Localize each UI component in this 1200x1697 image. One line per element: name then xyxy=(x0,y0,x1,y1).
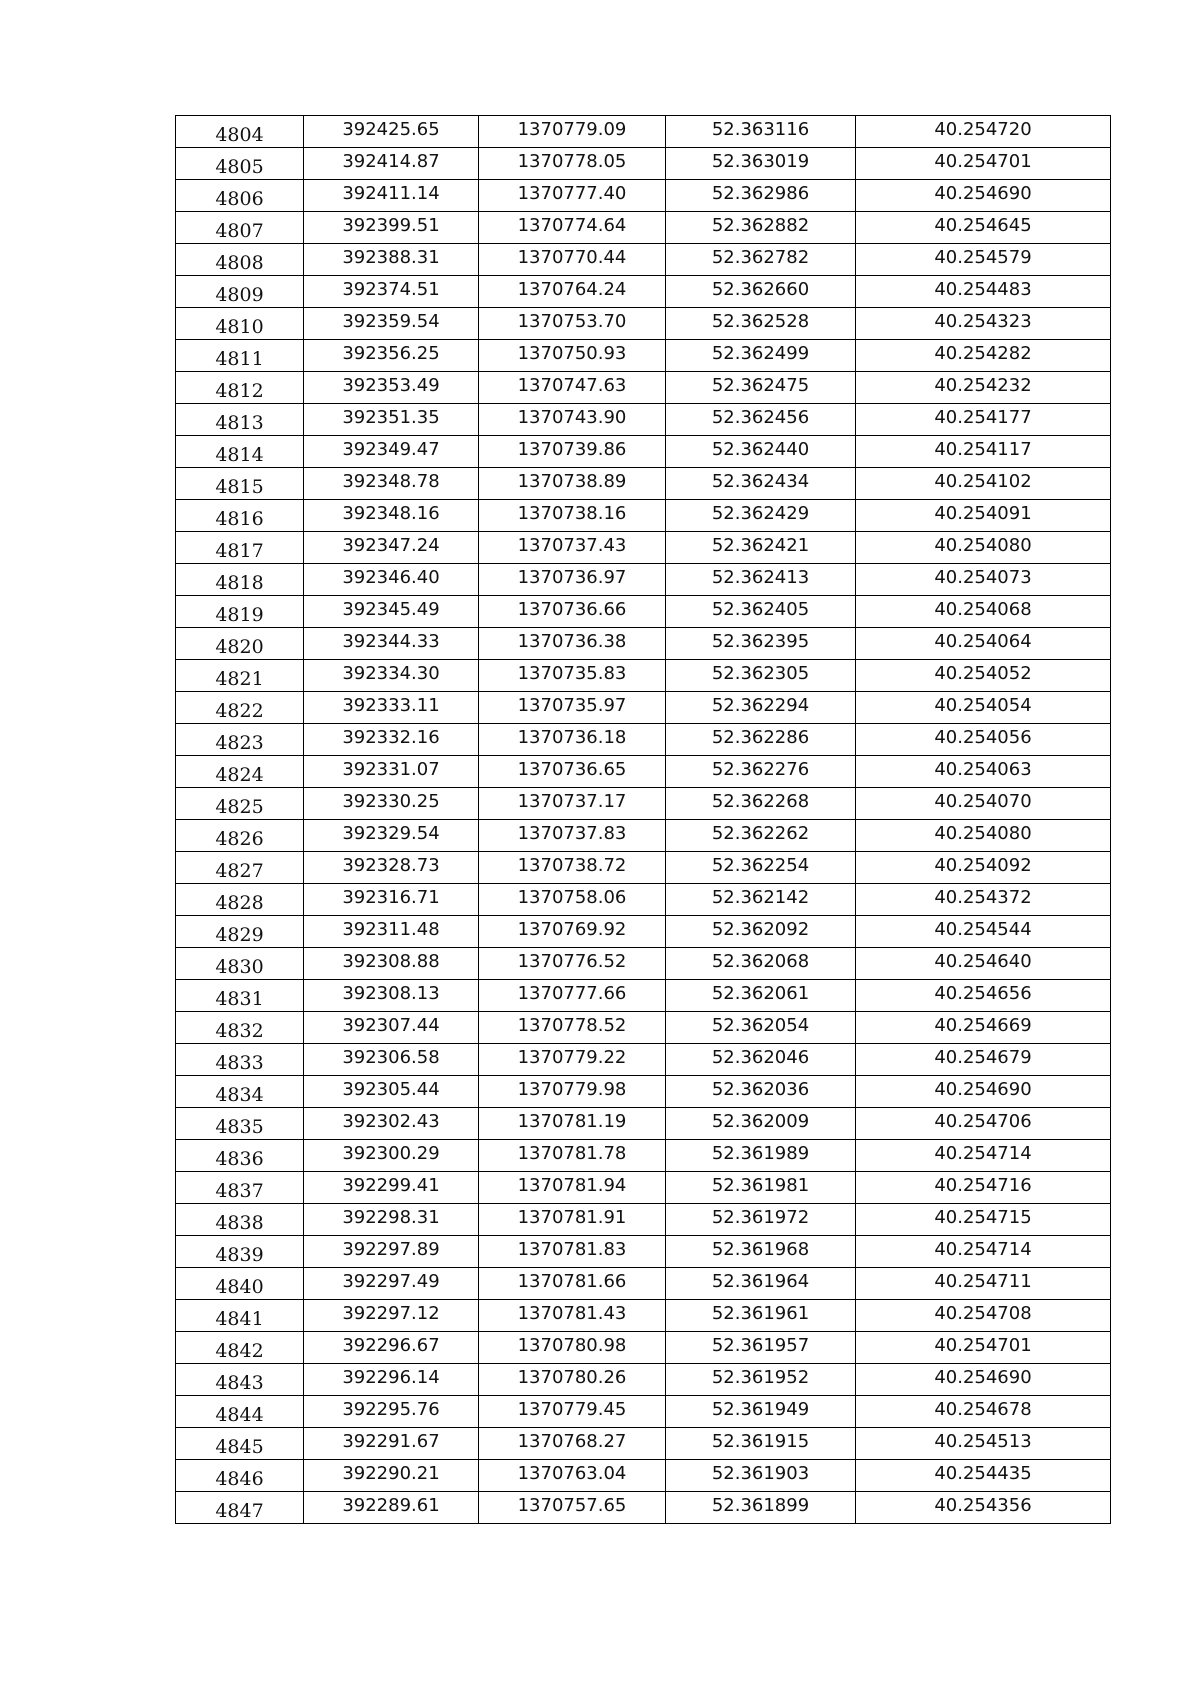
latitude-cell: 52.362268 xyxy=(666,788,856,820)
point-number-cell: 4811 xyxy=(176,340,304,372)
latitude-cell: 52.362421 xyxy=(666,532,856,564)
table-row xyxy=(176,468,1111,500)
table-row xyxy=(176,756,1111,788)
point-number-cell: 4828 xyxy=(176,884,304,916)
point-number-cell: 4841 xyxy=(176,1300,304,1332)
point-number-cell: 4825 xyxy=(176,788,304,820)
x-coordinate-cell: 392348.16 xyxy=(304,500,479,532)
x-coordinate-cell: 392307.44 xyxy=(304,1012,479,1044)
point-number-cell: 4807 xyxy=(176,212,304,244)
x-coordinate-cell: 392359.54 xyxy=(304,308,479,340)
latitude-cell: 52.362054 xyxy=(666,1012,856,1044)
latitude-cell: 52.361903 xyxy=(666,1460,856,1492)
latitude-cell: 52.361899 xyxy=(666,1492,856,1524)
table-row xyxy=(176,1460,1111,1492)
point-number-cell: 4816 xyxy=(176,500,304,532)
table-row xyxy=(176,1108,1111,1140)
x-coordinate-cell: 392349.47 xyxy=(304,436,479,468)
latitude-cell: 52.362294 xyxy=(666,692,856,724)
longitude-cell: 40.254483 xyxy=(856,276,1111,308)
table-row xyxy=(176,1492,1111,1524)
table-row xyxy=(176,1204,1111,1236)
y-coordinate-cell: 1370781.83 xyxy=(479,1236,666,1268)
longitude-cell: 40.254063 xyxy=(856,756,1111,788)
longitude-cell: 40.254715 xyxy=(856,1204,1111,1236)
y-coordinate-cell: 1370779.98 xyxy=(479,1076,666,1108)
latitude-cell: 52.362405 xyxy=(666,596,856,628)
x-coordinate-cell: 392296.14 xyxy=(304,1364,479,1396)
latitude-cell: 52.362440 xyxy=(666,436,856,468)
latitude-cell: 52.362262 xyxy=(666,820,856,852)
latitude-cell: 52.361981 xyxy=(666,1172,856,1204)
point-number-cell: 4814 xyxy=(176,436,304,468)
longitude-cell: 40.254679 xyxy=(856,1044,1111,1076)
y-coordinate-cell: 1370753.70 xyxy=(479,308,666,340)
point-number-cell: 4834 xyxy=(176,1076,304,1108)
latitude-cell: 52.361989 xyxy=(666,1140,856,1172)
latitude-cell: 52.362429 xyxy=(666,500,856,532)
y-coordinate-cell: 1370735.97 xyxy=(479,692,666,724)
latitude-cell: 52.362068 xyxy=(666,948,856,980)
table-row xyxy=(176,1332,1111,1364)
latitude-cell: 52.362276 xyxy=(666,756,856,788)
latitude-cell: 52.362092 xyxy=(666,916,856,948)
latitude-cell: 52.362395 xyxy=(666,628,856,660)
longitude-cell: 40.254073 xyxy=(856,564,1111,596)
latitude-cell: 52.361961 xyxy=(666,1300,856,1332)
point-number-cell: 4823 xyxy=(176,724,304,756)
y-coordinate-cell: 1370774.64 xyxy=(479,212,666,244)
x-coordinate-cell: 392351.35 xyxy=(304,404,479,436)
y-coordinate-cell: 1370764.24 xyxy=(479,276,666,308)
y-coordinate-cell: 1370781.43 xyxy=(479,1300,666,1332)
point-number-cell: 4847 xyxy=(176,1492,304,1524)
longitude-cell: 40.254232 xyxy=(856,372,1111,404)
y-coordinate-cell: 1370738.16 xyxy=(479,500,666,532)
y-coordinate-cell: 1370757.65 xyxy=(479,1492,666,1524)
point-number-cell: 4808 xyxy=(176,244,304,276)
x-coordinate-cell: 392297.49 xyxy=(304,1268,479,1300)
point-number-cell: 4831 xyxy=(176,980,304,1012)
longitude-cell: 40.254678 xyxy=(856,1396,1111,1428)
longitude-cell: 40.254708 xyxy=(856,1300,1111,1332)
longitude-cell: 40.254372 xyxy=(856,884,1111,916)
latitude-cell: 52.362528 xyxy=(666,308,856,340)
table-row xyxy=(176,564,1111,596)
y-coordinate-cell: 1370777.66 xyxy=(479,980,666,1012)
point-number-cell: 4812 xyxy=(176,372,304,404)
table-row xyxy=(176,596,1111,628)
table-row xyxy=(176,244,1111,276)
x-coordinate-cell: 392332.16 xyxy=(304,724,479,756)
point-number-cell: 4838 xyxy=(176,1204,304,1236)
table-row xyxy=(176,1396,1111,1428)
longitude-cell: 40.254656 xyxy=(856,980,1111,1012)
table-row xyxy=(176,1236,1111,1268)
x-coordinate-cell: 392348.78 xyxy=(304,468,479,500)
latitude-cell: 52.362305 xyxy=(666,660,856,692)
table-row xyxy=(176,180,1111,212)
x-coordinate-cell: 392302.43 xyxy=(304,1108,479,1140)
x-coordinate-cell: 392330.25 xyxy=(304,788,479,820)
longitude-cell: 40.254052 xyxy=(856,660,1111,692)
longitude-cell: 40.254711 xyxy=(856,1268,1111,1300)
longitude-cell: 40.254645 xyxy=(856,212,1111,244)
longitude-cell: 40.254117 xyxy=(856,436,1111,468)
y-coordinate-cell: 1370763.04 xyxy=(479,1460,666,1492)
table-row xyxy=(176,532,1111,564)
x-coordinate-cell: 392411.14 xyxy=(304,180,479,212)
x-coordinate-cell: 392346.40 xyxy=(304,564,479,596)
y-coordinate-cell: 1370738.89 xyxy=(479,468,666,500)
point-number-cell: 4837 xyxy=(176,1172,304,1204)
latitude-cell: 52.362499 xyxy=(666,340,856,372)
point-number-cell: 4817 xyxy=(176,532,304,564)
longitude-cell: 40.254716 xyxy=(856,1172,1111,1204)
longitude-cell: 40.254513 xyxy=(856,1428,1111,1460)
point-number-cell: 4846 xyxy=(176,1460,304,1492)
latitude-cell: 52.361964 xyxy=(666,1268,856,1300)
table-row xyxy=(176,308,1111,340)
y-coordinate-cell: 1370743.90 xyxy=(479,404,666,436)
table-row xyxy=(176,276,1111,308)
x-coordinate-cell: 392334.30 xyxy=(304,660,479,692)
y-coordinate-cell: 1370736.18 xyxy=(479,724,666,756)
latitude-cell: 52.361972 xyxy=(666,1204,856,1236)
x-coordinate-cell: 392299.41 xyxy=(304,1172,479,1204)
table-row xyxy=(176,1300,1111,1332)
longitude-cell: 40.254102 xyxy=(856,468,1111,500)
x-coordinate-cell: 392311.48 xyxy=(304,916,479,948)
table-row xyxy=(176,148,1111,180)
longitude-cell: 40.254080 xyxy=(856,532,1111,564)
x-coordinate-cell: 392329.54 xyxy=(304,820,479,852)
table-row xyxy=(176,436,1111,468)
longitude-cell: 40.254056 xyxy=(856,724,1111,756)
point-number-cell: 4835 xyxy=(176,1108,304,1140)
point-number-cell: 4827 xyxy=(176,852,304,884)
y-coordinate-cell: 1370776.52 xyxy=(479,948,666,980)
y-coordinate-cell: 1370739.86 xyxy=(479,436,666,468)
y-coordinate-cell: 1370781.78 xyxy=(479,1140,666,1172)
coordinates-table-body xyxy=(176,116,1111,1524)
table-row xyxy=(176,1172,1111,1204)
point-number-cell: 4819 xyxy=(176,596,304,628)
table-row xyxy=(176,980,1111,1012)
point-number-cell: 4833 xyxy=(176,1044,304,1076)
y-coordinate-cell: 1370780.98 xyxy=(479,1332,666,1364)
latitude-cell: 52.362061 xyxy=(666,980,856,1012)
y-coordinate-cell: 1370769.92 xyxy=(479,916,666,948)
table-row xyxy=(176,1044,1111,1076)
table-row xyxy=(176,1012,1111,1044)
latitude-cell: 52.362475 xyxy=(666,372,856,404)
longitude-cell: 40.254720 xyxy=(856,116,1111,148)
x-coordinate-cell: 392399.51 xyxy=(304,212,479,244)
latitude-cell: 52.361957 xyxy=(666,1332,856,1364)
longitude-cell: 40.254544 xyxy=(856,916,1111,948)
x-coordinate-cell: 392297.12 xyxy=(304,1300,479,1332)
x-coordinate-cell: 392300.29 xyxy=(304,1140,479,1172)
x-coordinate-cell: 392297.89 xyxy=(304,1236,479,1268)
y-coordinate-cell: 1370737.83 xyxy=(479,820,666,852)
y-coordinate-cell: 1370777.40 xyxy=(479,180,666,212)
y-coordinate-cell: 1370736.66 xyxy=(479,596,666,628)
point-number-cell: 4809 xyxy=(176,276,304,308)
table-row xyxy=(176,916,1111,948)
latitude-cell: 52.362882 xyxy=(666,212,856,244)
coordinates-table xyxy=(175,115,1111,1524)
y-coordinate-cell: 1370781.19 xyxy=(479,1108,666,1140)
x-coordinate-cell: 392356.25 xyxy=(304,340,479,372)
point-number-cell: 4806 xyxy=(176,180,304,212)
table-row xyxy=(176,852,1111,884)
y-coordinate-cell: 1370778.05 xyxy=(479,148,666,180)
longitude-cell: 40.254356 xyxy=(856,1492,1111,1524)
longitude-cell: 40.254714 xyxy=(856,1140,1111,1172)
table-row xyxy=(176,212,1111,244)
table-row xyxy=(176,372,1111,404)
x-coordinate-cell: 392308.88 xyxy=(304,948,479,980)
latitude-cell: 52.362413 xyxy=(666,564,856,596)
longitude-cell: 40.254092 xyxy=(856,852,1111,884)
point-number-cell: 4840 xyxy=(176,1268,304,1300)
point-number-cell: 4804 xyxy=(176,116,304,148)
longitude-cell: 40.254068 xyxy=(856,596,1111,628)
table-row xyxy=(176,628,1111,660)
x-coordinate-cell: 392291.67 xyxy=(304,1428,479,1460)
latitude-cell: 52.361968 xyxy=(666,1236,856,1268)
x-coordinate-cell: 392295.76 xyxy=(304,1396,479,1428)
longitude-cell: 40.254054 xyxy=(856,692,1111,724)
table-row xyxy=(176,340,1111,372)
y-coordinate-cell: 1370779.22 xyxy=(479,1044,666,1076)
x-coordinate-cell: 392344.33 xyxy=(304,628,479,660)
point-number-cell: 4832 xyxy=(176,1012,304,1044)
point-number-cell: 4836 xyxy=(176,1140,304,1172)
y-coordinate-cell: 1370736.38 xyxy=(479,628,666,660)
longitude-cell: 40.254714 xyxy=(856,1236,1111,1268)
latitude-cell: 52.362142 xyxy=(666,884,856,916)
y-coordinate-cell: 1370736.65 xyxy=(479,756,666,788)
latitude-cell: 52.362009 xyxy=(666,1108,856,1140)
latitude-cell: 52.362046 xyxy=(666,1044,856,1076)
y-coordinate-cell: 1370781.91 xyxy=(479,1204,666,1236)
table-row xyxy=(176,404,1111,436)
x-coordinate-cell: 392316.71 xyxy=(304,884,479,916)
table-row xyxy=(176,660,1111,692)
y-coordinate-cell: 1370770.44 xyxy=(479,244,666,276)
point-number-cell: 4822 xyxy=(176,692,304,724)
point-number-cell: 4844 xyxy=(176,1396,304,1428)
x-coordinate-cell: 392296.67 xyxy=(304,1332,479,1364)
longitude-cell: 40.254177 xyxy=(856,404,1111,436)
longitude-cell: 40.254435 xyxy=(856,1460,1111,1492)
latitude-cell: 52.361915 xyxy=(666,1428,856,1460)
y-coordinate-cell: 1370779.45 xyxy=(479,1396,666,1428)
x-coordinate-cell: 392306.58 xyxy=(304,1044,479,1076)
x-coordinate-cell: 392308.13 xyxy=(304,980,479,1012)
longitude-cell: 40.254323 xyxy=(856,308,1111,340)
point-number-cell: 4842 xyxy=(176,1332,304,1364)
table-row xyxy=(176,948,1111,980)
point-number-cell: 4829 xyxy=(176,916,304,948)
point-number-cell: 4813 xyxy=(176,404,304,436)
point-number-cell: 4830 xyxy=(176,948,304,980)
y-coordinate-cell: 1370780.26 xyxy=(479,1364,666,1396)
longitude-cell: 40.254690 xyxy=(856,1364,1111,1396)
point-number-cell: 4805 xyxy=(176,148,304,180)
y-coordinate-cell: 1370738.72 xyxy=(479,852,666,884)
x-coordinate-cell: 392388.31 xyxy=(304,244,479,276)
latitude-cell: 52.362456 xyxy=(666,404,856,436)
longitude-cell: 40.254669 xyxy=(856,1012,1111,1044)
point-number-cell: 4824 xyxy=(176,756,304,788)
latitude-cell: 52.363116 xyxy=(666,116,856,148)
y-coordinate-cell: 1370735.83 xyxy=(479,660,666,692)
x-coordinate-cell: 392305.44 xyxy=(304,1076,479,1108)
table-row xyxy=(176,692,1111,724)
point-number-cell: 4826 xyxy=(176,820,304,852)
longitude-cell: 40.254701 xyxy=(856,1332,1111,1364)
point-number-cell: 4810 xyxy=(176,308,304,340)
longitude-cell: 40.254282 xyxy=(856,340,1111,372)
table-row xyxy=(176,500,1111,532)
x-coordinate-cell: 392425.65 xyxy=(304,116,479,148)
longitude-cell: 40.254091 xyxy=(856,500,1111,532)
y-coordinate-cell: 1370736.97 xyxy=(479,564,666,596)
latitude-cell: 52.362986 xyxy=(666,180,856,212)
y-coordinate-cell: 1370747.63 xyxy=(479,372,666,404)
x-coordinate-cell: 392333.11 xyxy=(304,692,479,724)
y-coordinate-cell: 1370750.93 xyxy=(479,340,666,372)
y-coordinate-cell: 1370781.94 xyxy=(479,1172,666,1204)
latitude-cell: 52.362434 xyxy=(666,468,856,500)
point-number-cell: 4815 xyxy=(176,468,304,500)
y-coordinate-cell: 1370737.43 xyxy=(479,532,666,564)
longitude-cell: 40.254579 xyxy=(856,244,1111,276)
x-coordinate-cell: 392331.07 xyxy=(304,756,479,788)
y-coordinate-cell: 1370737.17 xyxy=(479,788,666,820)
longitude-cell: 40.254706 xyxy=(856,1108,1111,1140)
y-coordinate-cell: 1370768.27 xyxy=(479,1428,666,1460)
x-coordinate-cell: 392414.87 xyxy=(304,148,479,180)
latitude-cell: 52.362782 xyxy=(666,244,856,276)
y-coordinate-cell: 1370781.66 xyxy=(479,1268,666,1300)
x-coordinate-cell: 392345.49 xyxy=(304,596,479,628)
longitude-cell: 40.254690 xyxy=(856,1076,1111,1108)
latitude-cell: 52.361952 xyxy=(666,1364,856,1396)
x-coordinate-cell: 392374.51 xyxy=(304,276,479,308)
latitude-cell: 52.361949 xyxy=(666,1396,856,1428)
table-row xyxy=(176,788,1111,820)
longitude-cell: 40.254690 xyxy=(856,180,1111,212)
table-row xyxy=(176,1076,1111,1108)
latitude-cell: 52.362286 xyxy=(666,724,856,756)
x-coordinate-cell: 392353.49 xyxy=(304,372,479,404)
point-number-cell: 4843 xyxy=(176,1364,304,1396)
point-number-cell: 4821 xyxy=(176,660,304,692)
x-coordinate-cell: 392328.73 xyxy=(304,852,479,884)
table-row xyxy=(176,1140,1111,1172)
longitude-cell: 40.254080 xyxy=(856,820,1111,852)
longitude-cell: 40.254064 xyxy=(856,628,1111,660)
latitude-cell: 52.363019 xyxy=(666,148,856,180)
y-coordinate-cell: 1370779.09 xyxy=(479,116,666,148)
latitude-cell: 52.362254 xyxy=(666,852,856,884)
point-number-cell: 4839 xyxy=(176,1236,304,1268)
longitude-cell: 40.254701 xyxy=(856,148,1111,180)
table-row xyxy=(176,884,1111,916)
x-coordinate-cell: 392289.61 xyxy=(304,1492,479,1524)
point-number-cell: 4820 xyxy=(176,628,304,660)
point-number-cell: 4818 xyxy=(176,564,304,596)
table-row xyxy=(176,820,1111,852)
x-coordinate-cell: 392290.21 xyxy=(304,1460,479,1492)
x-coordinate-cell: 392347.24 xyxy=(304,532,479,564)
x-coordinate-cell: 392298.31 xyxy=(304,1204,479,1236)
table-row xyxy=(176,1268,1111,1300)
y-coordinate-cell: 1370778.52 xyxy=(479,1012,666,1044)
table-row xyxy=(176,1428,1111,1460)
point-number-cell: 4845 xyxy=(176,1428,304,1460)
longitude-cell: 40.254640 xyxy=(856,948,1111,980)
longitude-cell: 40.254070 xyxy=(856,788,1111,820)
table-row xyxy=(176,1364,1111,1396)
table-row xyxy=(176,724,1111,756)
latitude-cell: 52.362036 xyxy=(666,1076,856,1108)
latitude-cell: 52.362660 xyxy=(666,276,856,308)
table-row xyxy=(176,116,1111,148)
y-coordinate-cell: 1370758.06 xyxy=(479,884,666,916)
